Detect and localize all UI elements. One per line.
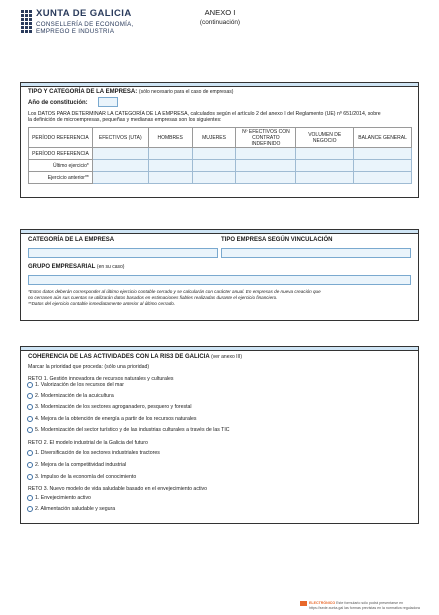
table-cell-input[interactable] <box>148 160 192 172</box>
table-header: MUJERES <box>192 128 236 148</box>
year-founded-label: Año de constitución: <box>28 100 88 106</box>
xunta-logo-icon <box>20 9 33 35</box>
group-input[interactable] <box>28 275 411 285</box>
section-header-bar <box>21 230 418 234</box>
priority-radio[interactable] <box>27 495 33 501</box>
priority-radio[interactable] <box>27 404 33 410</box>
table-cell-input[interactable] <box>192 172 236 184</box>
company-desc-line1: Los DATOS PARA DETERMINAR LA CATEGORÍA DE LA EMPRESA, calculados según el artículo 2 del anexo I del Reglamento (UE) nº 651/2014, sobre <box>28 111 381 117</box>
org-department-line1: CONSELLERÍA DE ECONOMÍA, <box>36 21 134 28</box>
company-data-table <box>28 127 412 184</box>
table-header-row <box>29 128 412 148</box>
table-header: HOMBRES <box>148 128 192 148</box>
table-cell-input[interactable] <box>148 172 192 184</box>
org-department-line2: EMPREGO E INDUSTRIA <box>36 28 115 35</box>
reto2-title: RETO 2. El modelo industrial de la Galicia del futuro <box>28 440 148 446</box>
table-cell-input[interactable] <box>92 172 148 184</box>
annex-subtitle: (continuación) <box>199 19 241 26</box>
priority-radio[interactable] <box>27 462 33 468</box>
table-cell-input[interactable] <box>92 148 148 160</box>
footer-line1: ELECTRÓNICO Este formulario sólo podrá presentarse en <box>309 601 404 605</box>
table-cell-input[interactable] <box>296 172 354 184</box>
reto3-title: RETO 3. Nuevo modelo de vida saludable basado en el envejecimiento activo <box>28 486 207 492</box>
table-cell-input[interactable] <box>192 160 236 172</box>
ris3-title: COHERENCIA DE LAS ACTIVIDADES CON LA RIS3 DE GALICIA (ver anexo III) <box>28 354 242 360</box>
section-header-bar <box>21 347 418 351</box>
row-label: PERÍODO REFERENCIA <box>29 148 93 160</box>
table-cell-input[interactable] <box>296 160 354 172</box>
group-label: GRUPO EMPRESARIAL (en su caso) <box>28 264 125 270</box>
table-cell-input[interactable] <box>236 172 296 184</box>
table-cell-input[interactable] <box>354 160 412 172</box>
priority-radio[interactable] <box>27 506 33 512</box>
table-cell-input[interactable] <box>296 148 354 160</box>
table-cell-input[interactable] <box>236 148 296 160</box>
annex-title: ANEXO I <box>204 8 236 17</box>
priority-option-label: 2. Modernización de la acuicultura <box>35 393 114 399</box>
type-input[interactable] <box>221 248 411 258</box>
table-cell-input[interactable] <box>148 148 192 160</box>
priority-option-label: 3. Impulso de la economía del conocimiento <box>35 474 137 480</box>
type-label: TIPO EMPRESA SEGÚN VINCULACIÓN <box>221 237 333 243</box>
company-type-note: (sólo necesario para el caso de empresas) <box>138 89 234 95</box>
priority-option-label: 1. Envejecimiento activo <box>35 495 91 501</box>
ris3-instruction: Marcar la prioridad que proceda: (sólo una prioridad) <box>28 364 150 370</box>
section-header-bar <box>21 83 418 87</box>
category-label: CATEGORÍA DE LA EMPRESA <box>28 237 115 243</box>
priority-radio[interactable] <box>27 382 33 388</box>
reto1-title: RETO 1. Gestión innovadora de recursos naturales y culturales <box>28 376 174 382</box>
priority-radio[interactable] <box>27 450 33 456</box>
table-cell-input[interactable] <box>236 160 296 172</box>
footnote-line1: *Estos datos deberán corresponder al último ejercicio contable cerrado y se calcularán con carácter anual. En empresas de nueva creación que <box>28 289 321 294</box>
org-name: XUNTA DE GALICIA <box>36 8 132 19</box>
year-founded-input[interactable] <box>98 97 118 107</box>
priority-radio[interactable] <box>27 416 33 422</box>
table-header: PERÍODO REFERENCIA <box>29 128 93 148</box>
group-note: (en su caso) <box>96 264 125 270</box>
priority-option-label: 1. Valorización de los recursos del mar <box>35 382 124 388</box>
table-header: BALANCE GENERAL <box>354 128 412 148</box>
table-cell-input[interactable] <box>192 148 236 160</box>
table-header: Nº EFECTIVOS CON CONTRATO INDEFINIDO <box>236 128 296 148</box>
row-label: Ejercicio anterior** <box>29 172 93 184</box>
priority-radio[interactable] <box>27 393 33 399</box>
priority-option-label: 2. Alimentación saludable y segura <box>35 506 116 512</box>
priority-option-label: 4. Mejora de la obtención de energía a partir de los recursos naturales <box>35 416 197 422</box>
table-row <box>29 148 412 160</box>
priority-option-label: 1. Diversificación de los sectores industriales tractores <box>35 450 160 456</box>
priority-option-label: 3. Modernización de los sectores agroganadero, pesquero y forestal <box>35 404 192 410</box>
table-cell-input[interactable] <box>354 148 412 160</box>
footer-line2: https://sede.xunta.gal las formas previstas en la normativa reguladora <box>309 606 420 610</box>
table-row <box>29 172 412 184</box>
company-type-title: TIPO Y CATEGORÍA DE LA EMPRESA: (sólo necesario para el caso de empresas) <box>28 89 234 95</box>
electronic-seal-icon <box>300 601 307 606</box>
table-cell-input[interactable] <box>354 172 412 184</box>
priority-option-label: 2. Mejora de la competitividad industrial <box>35 462 127 468</box>
table-header: VOLUMEN DE NEGOCIO <box>296 128 354 148</box>
priority-option-label: 5. Modernización del sector turístico y de las industrias culturales a través de las TIC <box>35 427 230 433</box>
priority-radio[interactable] <box>27 474 33 480</box>
footnote-line2: no cerrasen aún sus cuentas se utilizarán datos basados en estimaciones fiables realizadas durante el ejercicio financiero. <box>28 295 278 300</box>
footer-brand: ELECTRÓNICO <box>309 601 336 605</box>
table-cell-input[interactable] <box>92 160 148 172</box>
priority-radio[interactable] <box>27 427 33 433</box>
row-label: Último ejercicio* <box>29 160 93 172</box>
table-header: EFECTIVOS (UTA) <box>92 128 148 148</box>
category-input[interactable] <box>28 248 218 258</box>
footnote-line3: **Datos del ejercicio contable inmediatamente anterior al último cerrado. <box>28 301 176 306</box>
table-row <box>29 160 412 172</box>
company-desc-line2: la definición de microempresas, pequeñas y medianas empresas son los siguientes: <box>28 117 222 123</box>
ris3-title-note: (ver anexo III) <box>211 354 242 360</box>
